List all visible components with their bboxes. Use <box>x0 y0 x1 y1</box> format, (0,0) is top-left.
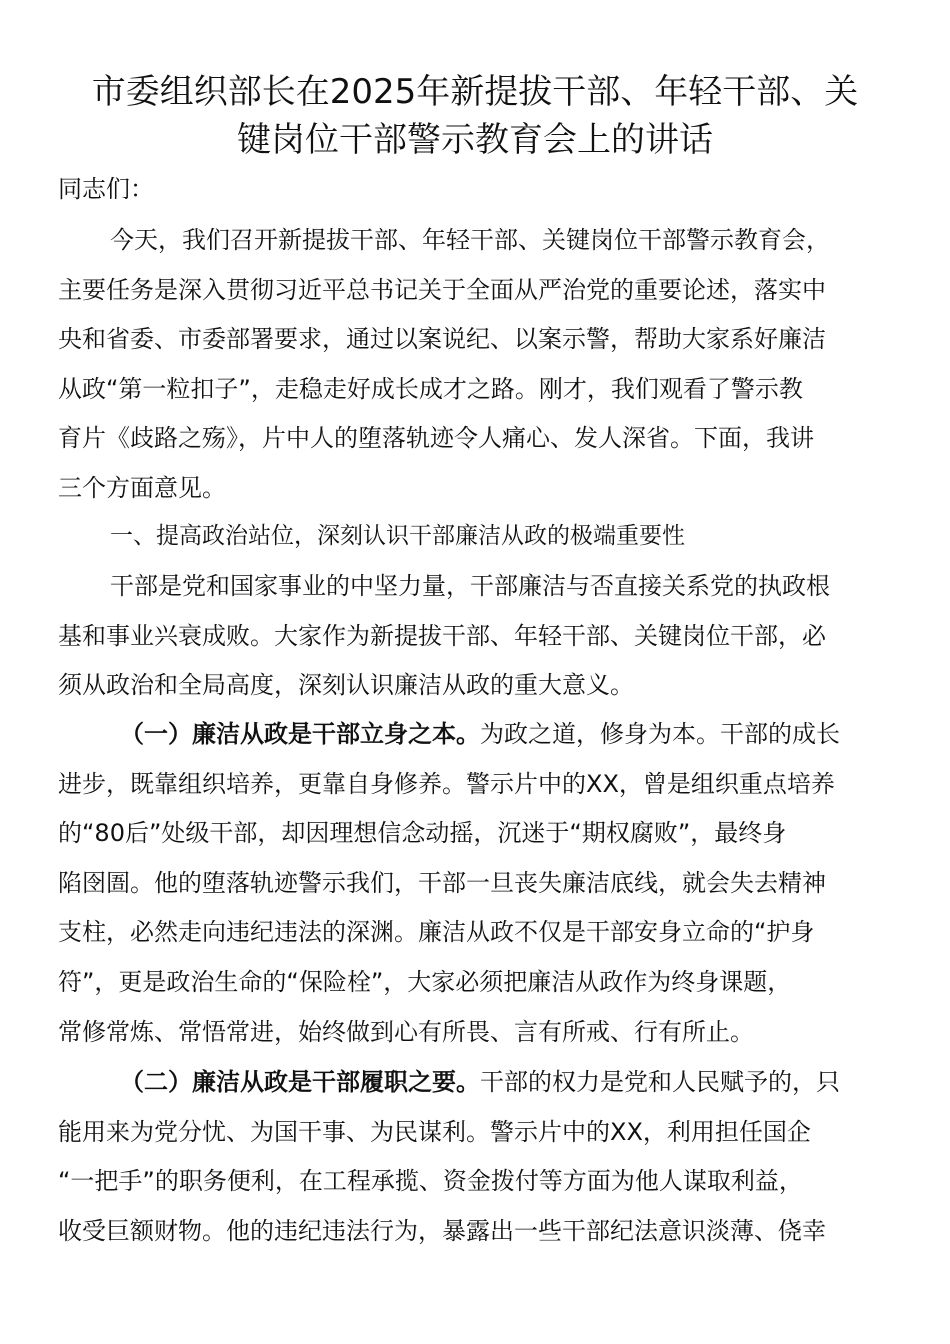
paragraph-line: 须从政治和全局高度，深刻认识廉洁从政的重大意义。 <box>58 671 634 700</box>
paragraph-first-line <box>58 710 888 760</box>
document-title-line-1: 市委组织部长在2025年新提拔干部、年轻干部、关 <box>91 72 859 112</box>
paragraph-intro <box>58 216 888 514</box>
paragraph-line: 常修常炼、常悟常进，始终做到心有所畏、言有所戒、行有所止。 <box>58 1017 754 1046</box>
paragraph-point-2 <box>58 1058 888 1256</box>
paragraph-text: 为政之道，修身为本。干部的成长 <box>480 720 840 748</box>
paragraph-line: 符”，更是政治生命的“保险栓”，大家必须把廉洁从政作为终身课题， <box>58 967 792 996</box>
paragraph-line: 育片《歧路之殇》，片中人的堕落轨迹令人痛心、发人深省。下面，我讲 <box>58 424 814 453</box>
paragraph-line: 从政“第一粒扣子”，走稳走好成长成才之路。刚才，我们观看了警示教 <box>58 374 803 403</box>
document-title-line-2: 键岗位干部警示教育会上的讲话 <box>237 120 713 160</box>
paragraph-line: 央和省委、市委部署要求，通过以案说纪、以案示警，帮助大家系好廉洁 <box>58 325 826 354</box>
paragraph-first-line <box>58 1058 888 1108</box>
paragraph-section1-intro <box>58 562 888 711</box>
paragraph-line: “一把手”的职务便利，在工程承揽、资金拨付等方面为他人谋取利益， <box>58 1167 803 1196</box>
paragraph-text: 干部的权力是党和人民赋予的，只 <box>480 1068 840 1096</box>
subheading-point-2: （二）廉洁从政是干部履职之要。 <box>120 1068 480 1096</box>
paragraph-line: 陷囹圄。他的堕落轨迹警示我们，干部一旦丧失廉洁底线，就会失去精神 <box>58 868 826 897</box>
paragraph-line: 今天，我们召开新提拔干部、年轻干部、关键岗位干部警示教育会， <box>110 226 830 254</box>
salutation: 同志们： <box>58 175 154 203</box>
paragraph-line: 能用来为党分忧、为国干事、为民谋利。警示片中的XX，利用担任国企 <box>58 1117 811 1146</box>
paragraph-line: 进步，既靠组织培养，更靠自身修养。警示片中的XX，曾是组织重点培养 <box>58 769 835 798</box>
paragraph-line: 的“80后”处级干部，却因理想信念动摇，沉迷于“期权腐败”，最终身 <box>58 819 787 848</box>
subheading-point-1: （一）廉洁从政是干部立身之本。 <box>120 720 480 748</box>
paragraph-line: 支柱，必然走向违纪违法的深渊。廉洁从政不仅是干部安身立命的“护身 <box>58 918 815 947</box>
paragraph-line: 收受巨额财物。他的违纪违法行为，暴露出一些干部纪法意识淡薄、侥幸 <box>58 1216 826 1245</box>
paragraph-line: 干部是党和国家事业的中坚力量，干部廉洁与否直接关系党的执政根 <box>110 572 830 600</box>
paragraph-line: 主要任务是深入贯彻习近平总书记关于全面从严治党的重要论述，落实中 <box>58 275 826 304</box>
paragraph-line: 三个方面意见。 <box>58 473 226 502</box>
paragraph-line: 基和事业兴衰成败。大家作为新提拔干部、年轻干部、关键岗位干部，必 <box>58 621 826 650</box>
section-heading-1: 一、提高政治站位，深刻认识干部廉洁从政的极端重要性 <box>110 523 685 549</box>
paragraph-point-1 <box>58 710 888 1057</box>
